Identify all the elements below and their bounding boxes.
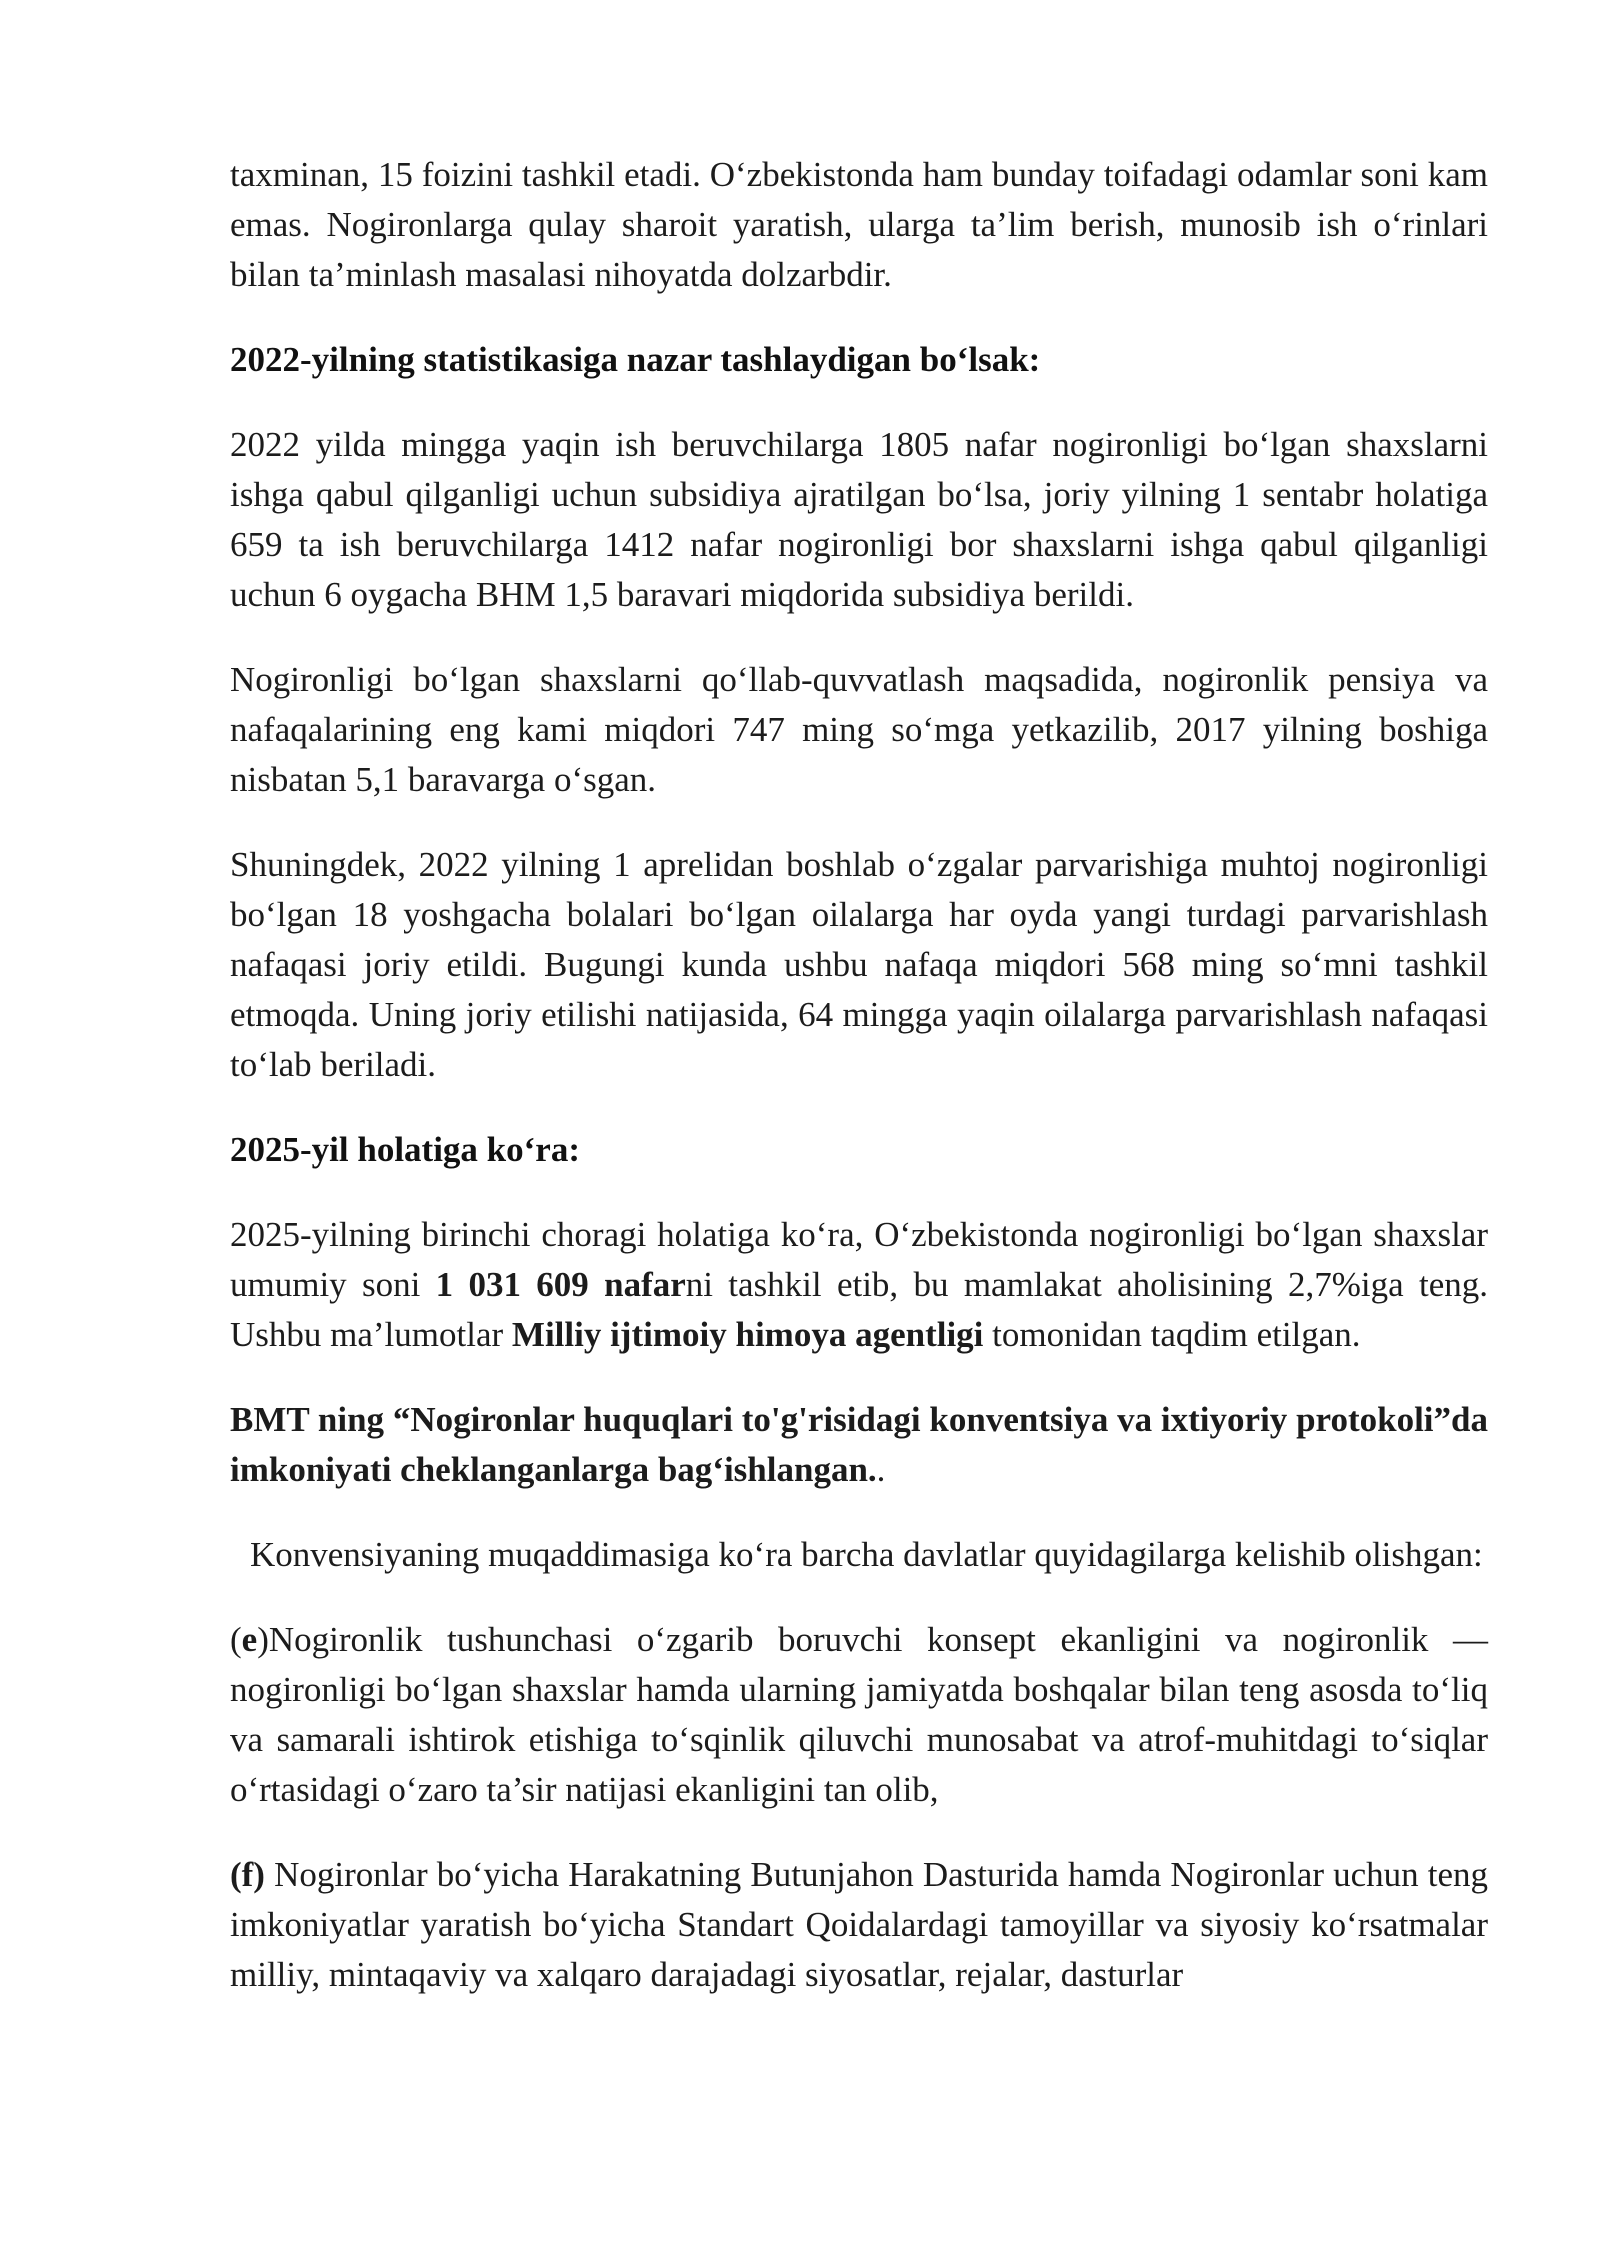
bold-agency-name: Milliy ijtimoiy himoya agentligi — [511, 1315, 984, 1354]
paragraph-convention-preamble: Konvensiyaning muqaddimasiga ko‘ra barcha davlatlar quyidagilarga kelishib olishgan: — [250, 1535, 1483, 1574]
heading-2022-statistics: 2022-yilning statistikasiga nazar tashlaydigan bo‘lsak: — [230, 340, 1041, 379]
item-f-text: Nogironlar bo‘yicha Harakatning Butunjahon Dasturida hamda Nogironlar uchun teng imkoniyatlar yaratish bo‘yicha Standart Qoidalardagi tamoyillar va siyosiy ko‘rsatmalar milliy, mintaqaviy va xalqaro darajadagi siyosatlar, rejalar, dasturlar — [230, 1855, 1488, 1994]
heading-2025-status: 2025-yil holatiga ko‘ra: — [230, 1130, 580, 1169]
item-f-label: (f) — [230, 1855, 265, 1894]
text-segment: 2025-yilning birinchi choragi holatiga ko‘ra, O‘zbekistonda nogironligi bo‘lgan shaxslar umumiy soni — [230, 1215, 1488, 1304]
paragraph-care-allowance: Shuningdek, 2022 yilning 1 aprelidan boshlab o‘zgalar parvarishiga muhtoj nogironligi bo‘lgan 18 yoshgacha bolalari bo‘lgan oilalarga har oyda yangi turdagi parvarishlash nafaqasi joriy etildi. Bugungi kunda ushbu nafaqa miqdori 568 ming so‘mni tashkil etmoqda. Uning joriy etilishi natijasida, 64 mingga yaqin oilalarga parvarishlash nafaqasi to‘lab beriladi. — [230, 845, 1488, 1084]
paragraph-2022-subsidies: 2022 yilda mingga yaqin ish beruvchilarga 1805 nafar nogironligi bo‘lgan shaxslarni ishga qabul qilganligi uchun subsidiya ajratilgan bo‘lsa, joriy yilning 1 sentabr holatiga 659 ta ish beruvchilarga 1412 nafar nogironligi bor shaxslarni ishga qabul qilganligi uchun 6 oygacha BHM 1,5 baravari miqdorida subsidiya berildi. — [230, 425, 1488, 614]
document-page — [230, 150, 1488, 2035]
paragraph-intro: taxminan, 15 foizini tashkil etadi. O‘zbekistonda ham bunday toifadagi odamlar soni kam emas. Nogironlarga qulay sharoit yaratish, ularga ta’lim berish, munosib ish o‘rinlari bilan ta’minlash masalasi nihoyatda dolzarbdir. — [230, 155, 1488, 294]
heading-un-convention-text: BMT ning “Nogironlar huquqlari to'g'risidagi konventsiya va ixtiyoriy protokoli”da imkoniyati cheklanganlarga bag‘ishlangan. — [230, 1400, 1488, 1489]
text-segment: tomonidan taqdim etilgan. — [983, 1315, 1361, 1354]
paragraph-2025-statistics — [230, 1210, 1488, 1360]
paragraph-item-f — [230, 1850, 1488, 2000]
item-e-text: )Nogironlik tushunchasi o‘zgarib boruvchi konsept ekanligini va nogironlik — nogironligi bo‘lgan shaxslar hamda ularning jamiyatda boshqalar bilan teng asosda to‘liq va samarali ishtirok etishiga to‘sqinlik qiluvchi munosabat va atrof-muhitdagi to‘siqlar o‘rtasidagi o‘zaro ta’sir natijasi ekanligini tan olib, — [230, 1620, 1488, 1809]
item-e-open: ( — [230, 1620, 242, 1659]
heading-tail: . — [876, 1450, 886, 1489]
paragraph-pension-support: Nogironligi bo‘lgan shaxslarni qo‘llab-quvvatlash maqsadida, nogironlik pensiya va nafaqalarining eng kami miqdori 747 ming so‘mga yetkazilib, 2017 yilning boshiga nisbatan 5,1 baravarga o‘sgan. — [230, 660, 1488, 799]
item-e-letter: e — [241, 1620, 258, 1659]
heading-un-convention — [230, 1395, 1488, 1495]
paragraph-item-e — [230, 1615, 1488, 1815]
text-segment: ni tashkil etib, bu mamlakat aholisining 2,7%iga teng. Ushbu ma’lumotlar — [230, 1265, 1488, 1354]
bold-count: 1 031 609 nafar — [435, 1265, 686, 1304]
